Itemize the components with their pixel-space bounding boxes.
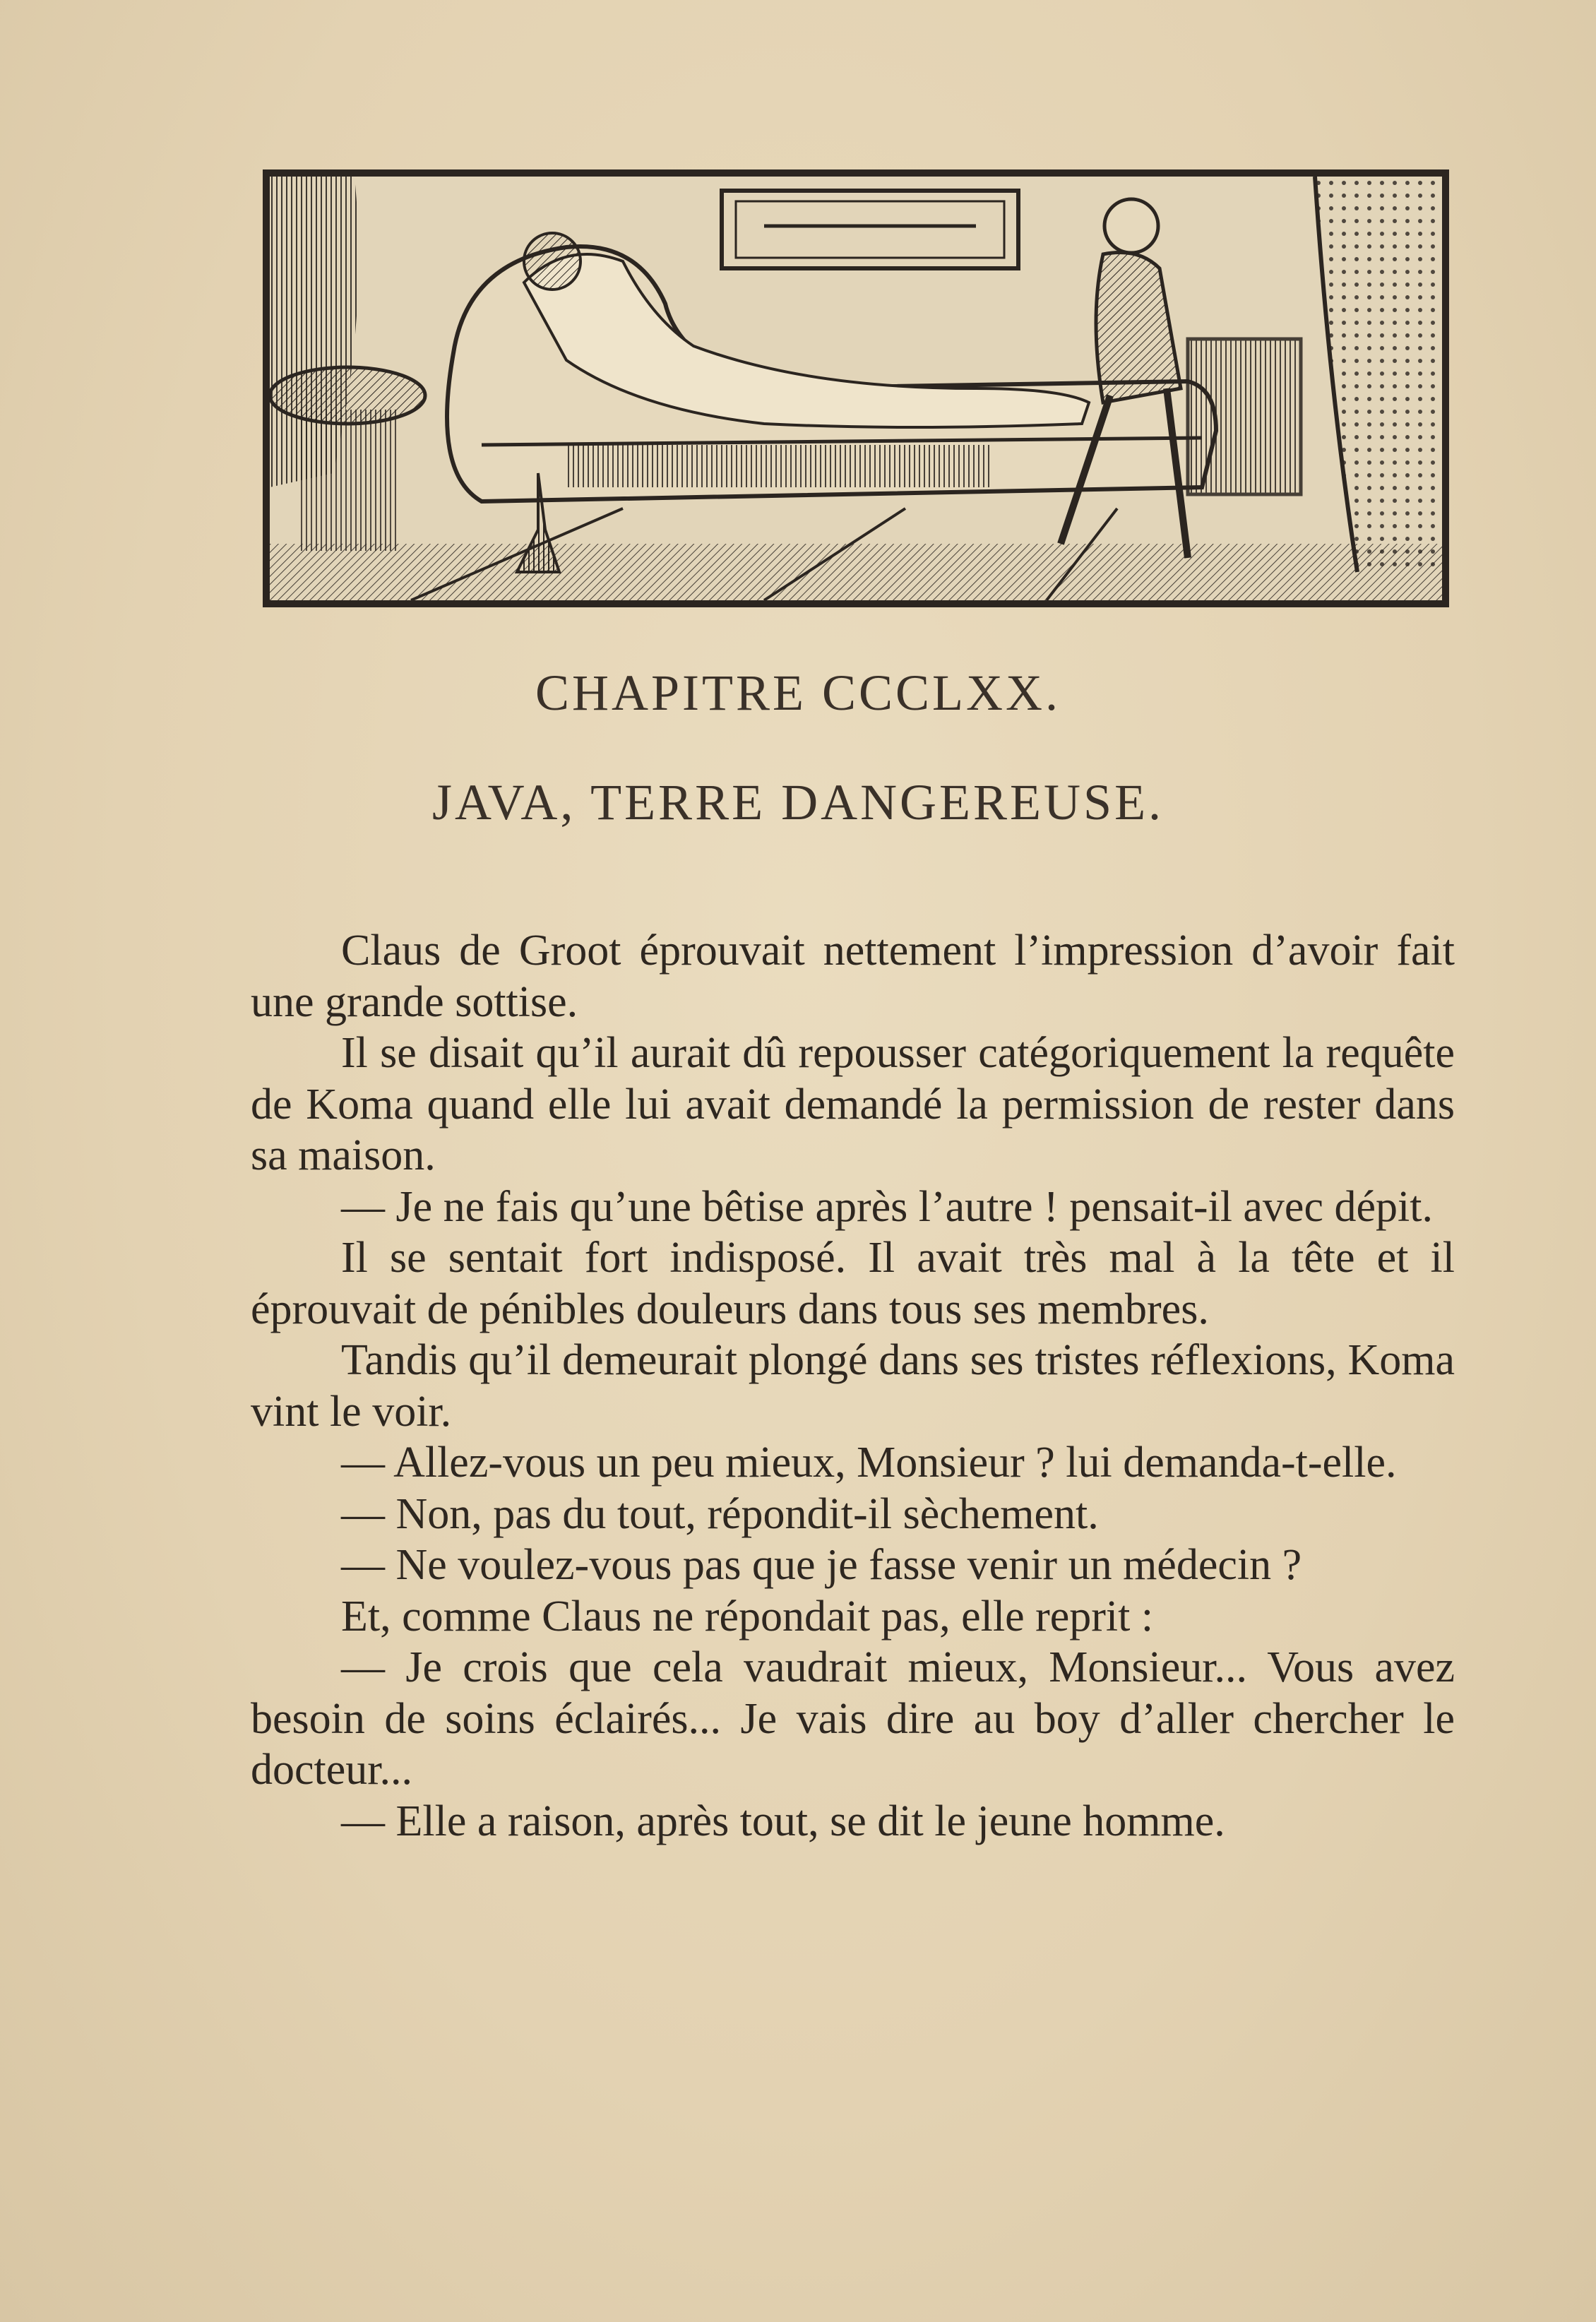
paragraph: — Ne voulez-vous pas que je fasse venir un médecin ? bbox=[341, 1541, 1302, 1589]
paragraph: — Je ne fais qu’une bêtise après l’autre ! pensait-il avec dépit. bbox=[341, 1182, 1433, 1231]
paragraph: Et, comme Claus ne répondait pas, elle reprit : bbox=[341, 1592, 1154, 1641]
paragraph: Il se sentait fort indisposé. Il avait très mal à la tête et il éprouvait de pénibles douleurs dans tous ses membres. bbox=[251, 1234, 1455, 1333]
paragraph: Claus de Groot éprouvait nettement l’impression d’avoir fait une grande sottise. bbox=[251, 927, 1455, 1026]
chapter-number: CHAPITRE CCCLXX. bbox=[535, 665, 1061, 721]
paragraph: Il se disait qu’il aurait dû repousser catégoriquement la requête de Koma quand elle lui avait demandé la permission de rester dans sa maison. bbox=[251, 1029, 1455, 1179]
paragraph: — Elle a raison, après tout, se dit le jeune homme. bbox=[341, 1797, 1225, 1845]
chapter-body bbox=[251, 925, 1455, 1847]
paragraph: — Non, pas du tout, répondit-il sèchement. bbox=[341, 1489, 1099, 1538]
paragraph: — Allez-vous un peu mieux, Monsieur ? lui demanda-t-elle. bbox=[341, 1439, 1397, 1487]
chapter-illustration bbox=[263, 169, 1449, 607]
paragraph: — Je crois que cela vaudrait mieux, Monsieur... Vous avez besoin de soins éclairés... Je vais dire au boy d’aller chercher le docteur... bbox=[251, 1643, 1455, 1794]
paragraph: Tandis qu’il demeurait plongé dans ses tristes réflexions, Koma vint le voir. bbox=[251, 1336, 1455, 1436]
chapter-title: JAVA, TERRE DANGEREUSE. bbox=[431, 774, 1165, 830]
